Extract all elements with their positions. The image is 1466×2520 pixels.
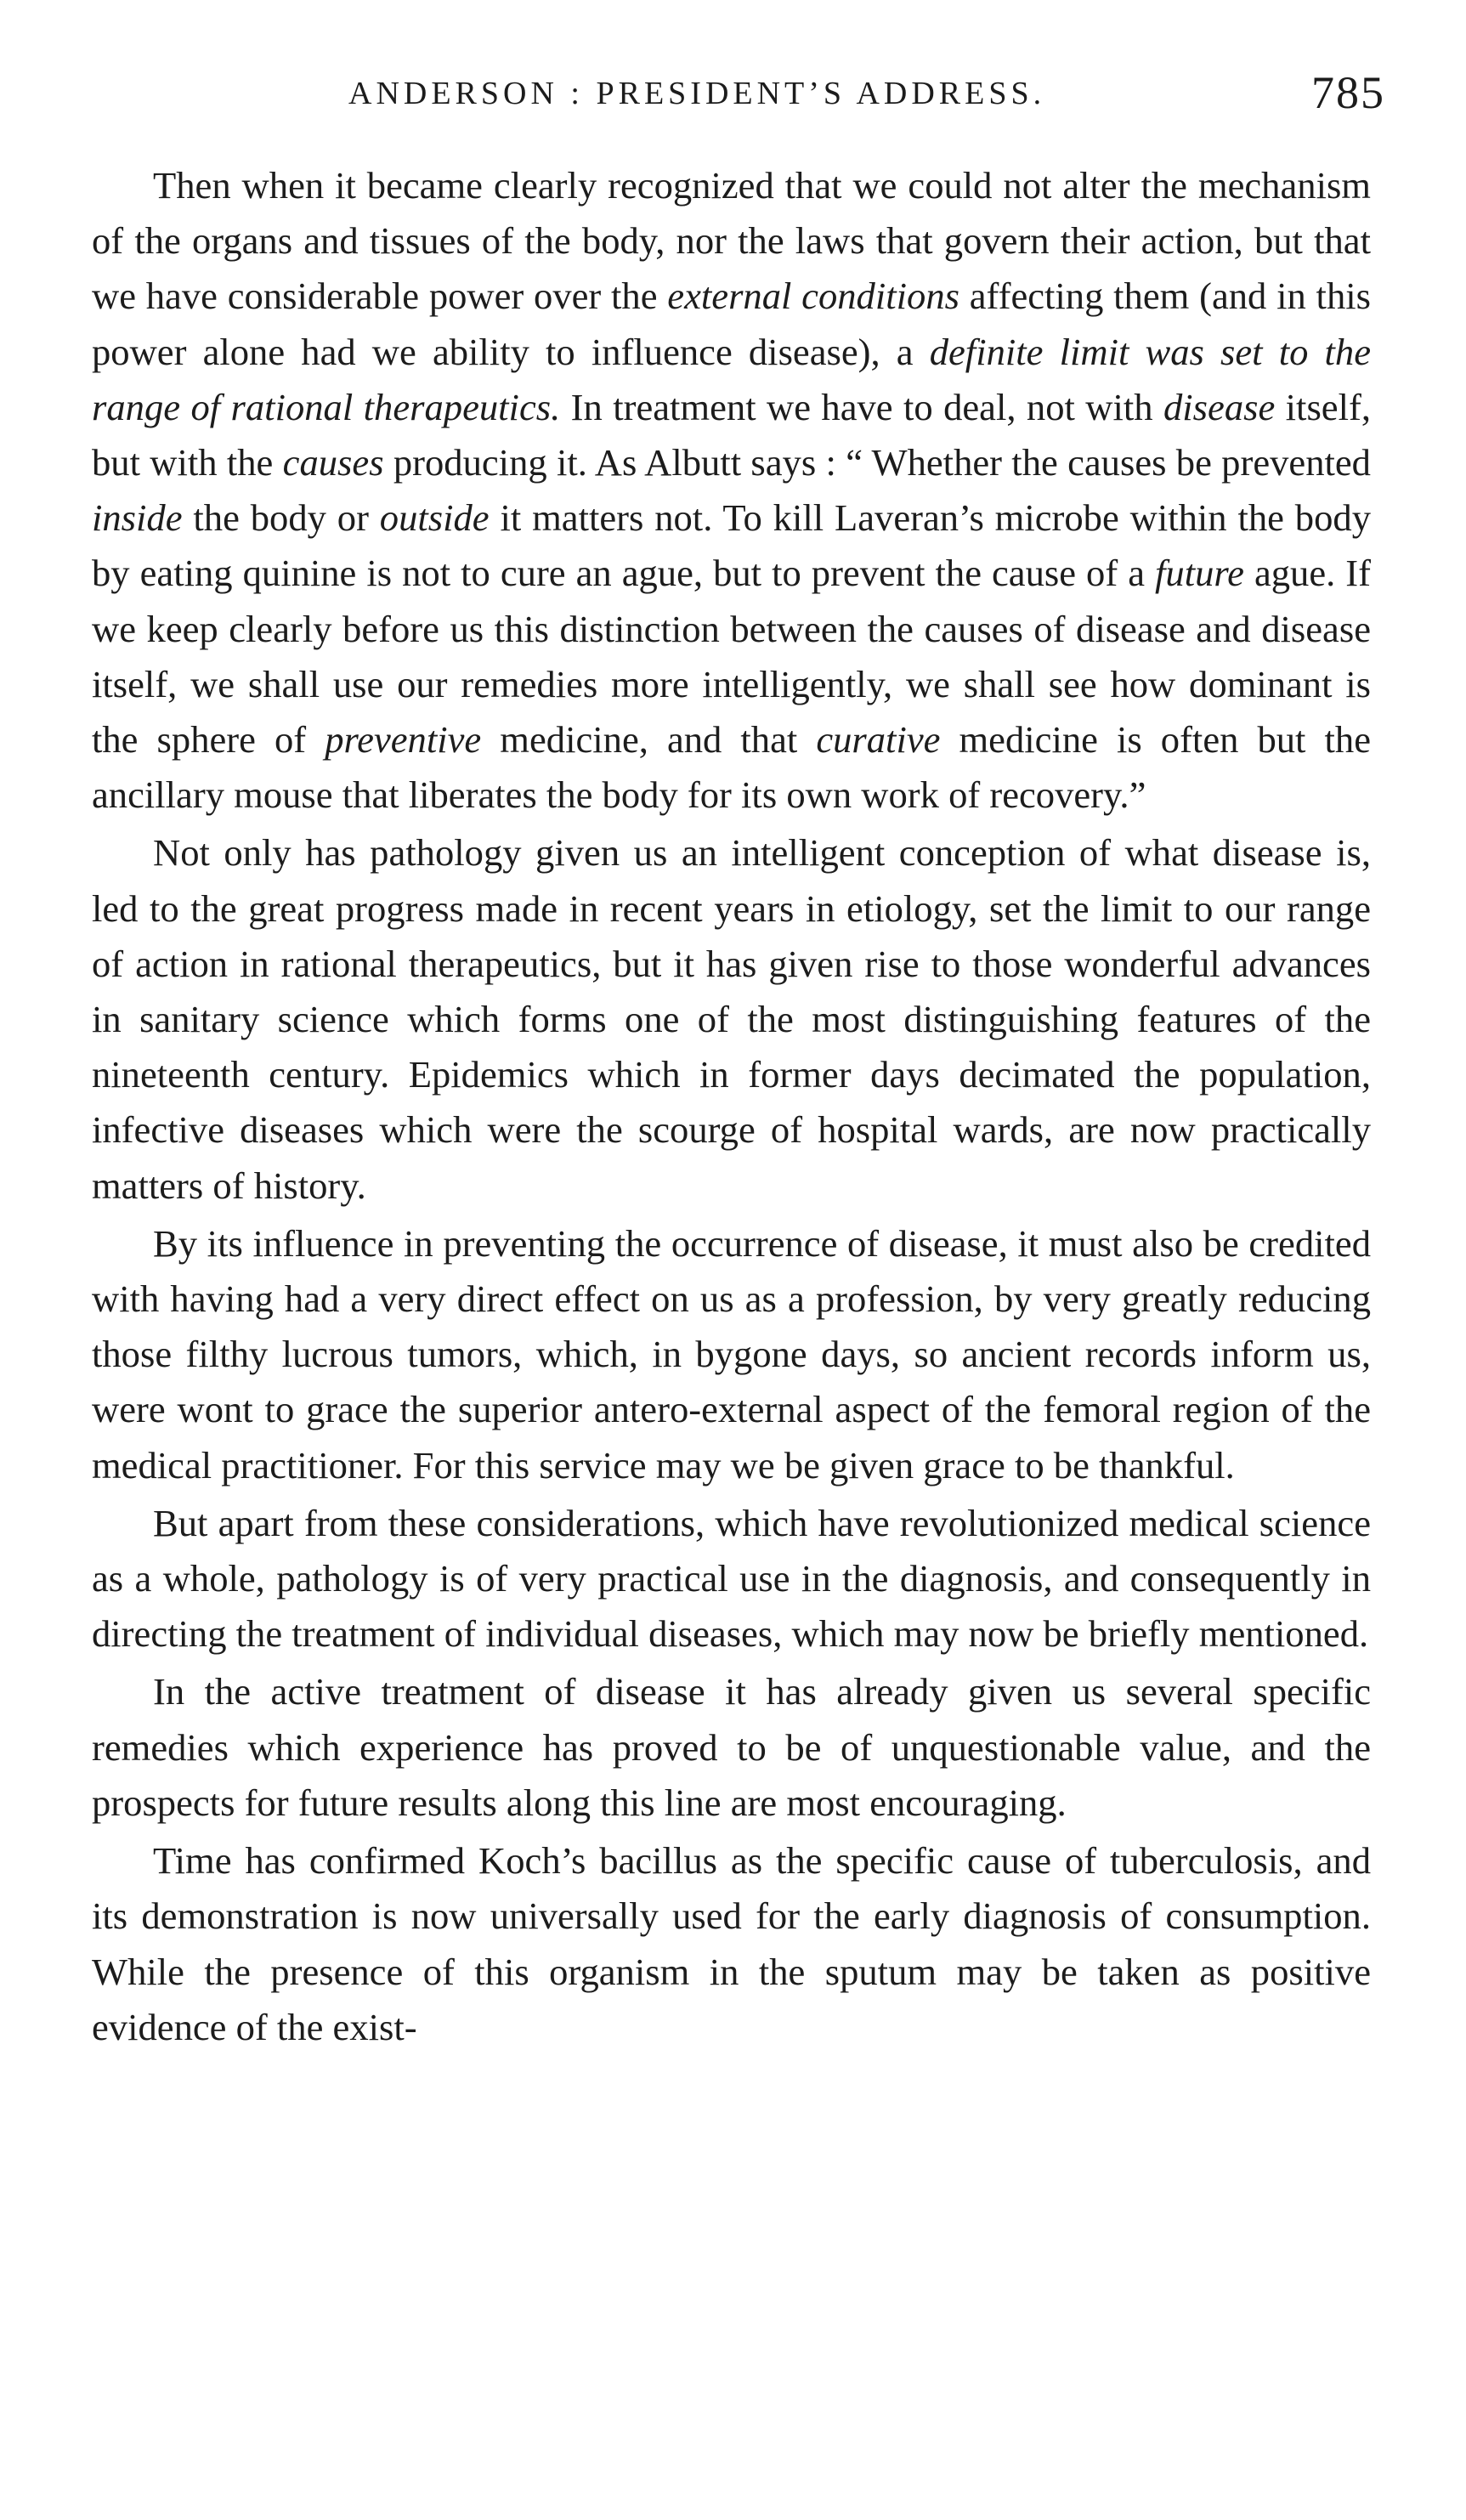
text-run: it matters not. To kill Laveran’s microbe within the body by eating quinine is not to cure an ague, but to prevent the cause of a bbox=[92, 496, 1371, 595]
italic-phrase: outside bbox=[379, 496, 490, 540]
text-run: Time has confirmed Koch’s bacillus as the specific cause of tuberculosis, and its demonstration is now universally used for the early diagnosis of consumption. While the presence of this organism in the sputum may be taken as positive evidence of the exist- bbox=[92, 1839, 1371, 2048]
italic-phrase: causes bbox=[282, 441, 384, 484]
text-run: itself, but with the bbox=[92, 385, 1371, 484]
italic-phrase: external conditions bbox=[667, 275, 959, 318]
paragraph bbox=[92, 158, 1371, 823]
italic-phrase: definite limit was set to the range of rational therapeutics. bbox=[92, 330, 1371, 428]
text-run: Not only has pathology given us an intelligent conception of what disease is, led to the great progress made in recent years in etiology, set the limit to our range of action in rational therapeutics, but it has given rise to those wonderful advances in sanitary science which forms one of the most distinguishing features of the nineteenth century. Epidemics which in former days decimated the population, infective diseases which were the scourge of hospital wards, are now practically matters of history. bbox=[92, 831, 1371, 1207]
running-title: ANDERSON : PRESIDENT’S ADDRESS. bbox=[348, 76, 1046, 111]
paragraph bbox=[92, 825, 1371, 1213]
text-run: Then when it became clearly recognized that we could not alter the mechanism of the organs and tissues of the body, nor the laws that govern their action, but that we have considerable power over the bbox=[92, 164, 1371, 318]
text-run: ague. If we keep clearly before us this distinction between the causes of disease and disease itself, we shall use our remedies more intelligently, we shall see how dominant is the sphere of bbox=[92, 552, 1371, 762]
paragraph bbox=[92, 1496, 1371, 1662]
page-number: 785 bbox=[1311, 67, 1385, 118]
text-run: medicine, and that bbox=[481, 718, 817, 762]
italic-phrase: inside bbox=[92, 496, 183, 540]
paragraph bbox=[92, 1216, 1371, 1493]
italic-phrase: curative bbox=[816, 718, 941, 762]
italic-phrase: disease bbox=[1163, 385, 1276, 428]
text-run: But apart from these considerations, which have revolutionized medical science as a whole, pathology is of very practical use in the diagnosis, and consequently in directing the treatment of individual diseases, which may now be briefly mentioned. bbox=[92, 1501, 1371, 1656]
text-run: producing it. As Albutt says : “ Whether the causes be prevented bbox=[383, 441, 1371, 484]
body-text bbox=[92, 158, 1371, 2058]
text-run: In the active treatment of disease it has already given us several specific remedies which experience has proved to be of unquestionable value, and the prospects for future results along this line are most encouraging. bbox=[92, 1670, 1371, 1824]
italic-phrase: future bbox=[1155, 552, 1244, 595]
italic-phrase: preventive bbox=[325, 718, 482, 762]
text-run: By its influence in preventing the occurrence of disease, it must also be credited with having had a very direct effect on us as a profession, by very greatly reducing those filthy lucrous tumors, which, in bygone days, so ancient records inform us, were wont to grace the superior antero-external aspect of the femoral region of the medical practitioner. For this service may we be given grace to be thankful. bbox=[92, 1221, 1371, 1487]
text-run: medicine is often but the ancillary mouse that liberates the body for its own work of recovery.” bbox=[92, 718, 1371, 817]
text-run: the body or bbox=[182, 496, 380, 540]
text-run: affecting them (and in this power alone had we ability to influence disease), a bbox=[92, 275, 1371, 373]
paragraph bbox=[92, 1833, 1371, 2055]
paragraph bbox=[92, 1664, 1371, 1831]
text-run: In treatment we have to deal, not with bbox=[560, 385, 1163, 428]
running-head bbox=[93, 66, 1385, 126]
